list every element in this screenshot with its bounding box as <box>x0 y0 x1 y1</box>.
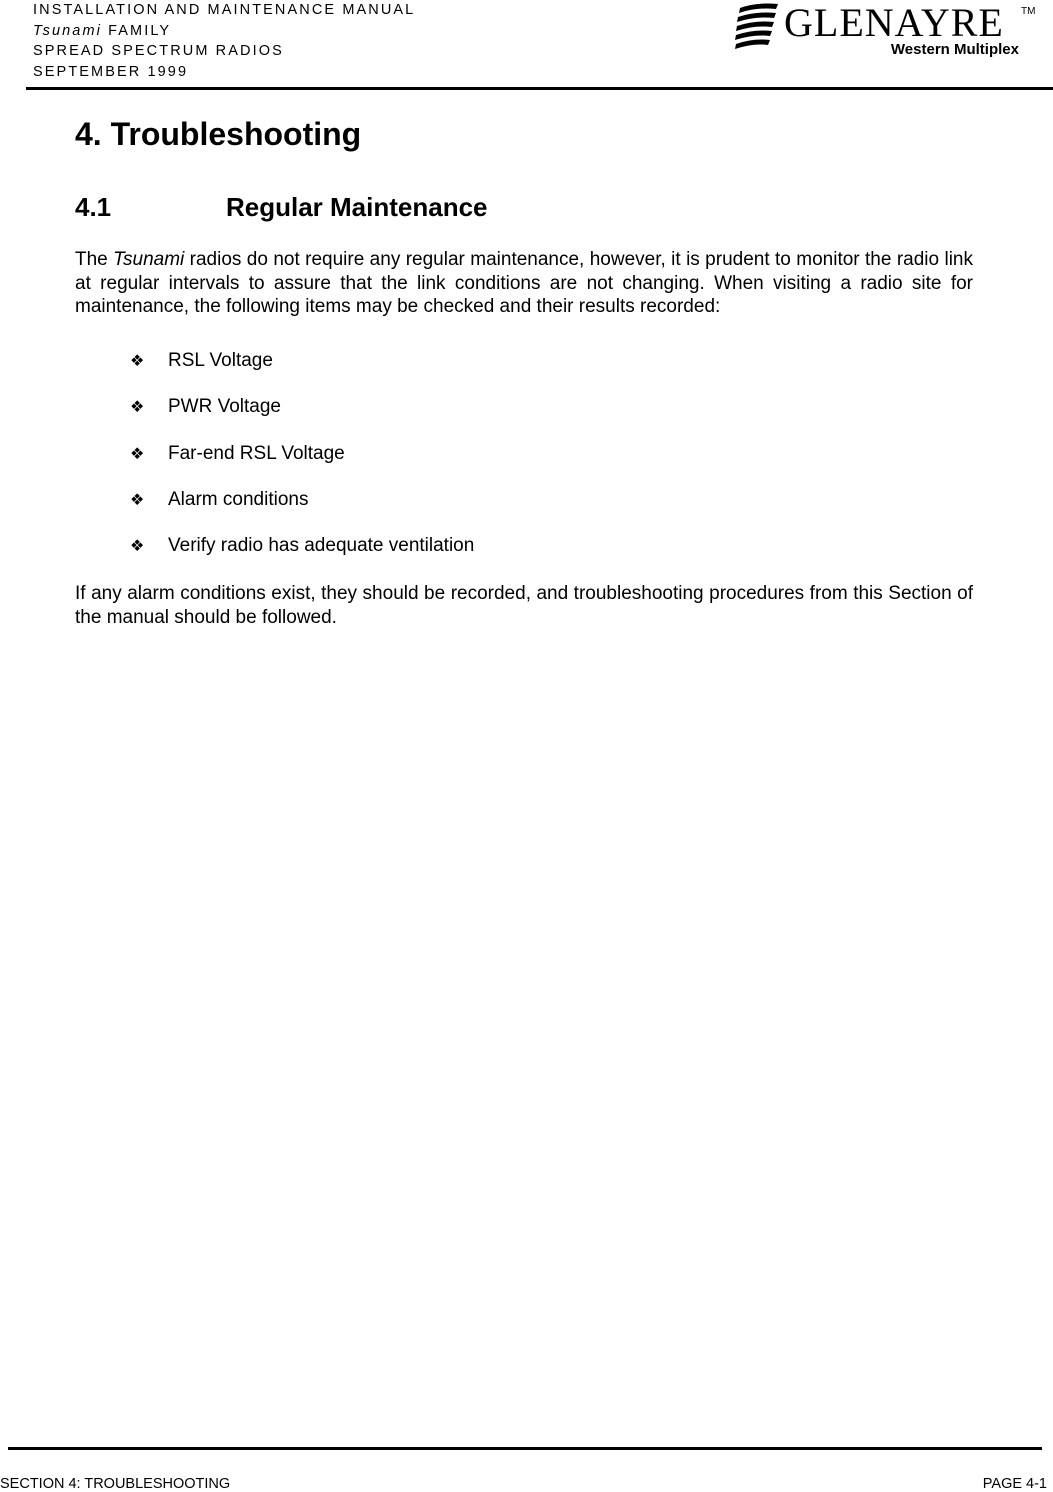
footer-rule <box>8 1447 1042 1450</box>
document-header <box>33 0 415 82</box>
header-date: SEPTEMBER 1999 <box>33 63 189 80</box>
header-product: SPREAD SPECTRUM RADIOS <box>33 43 284 59</box>
header-family <box>33 21 415 42</box>
bullet-icon: ❖ <box>130 397 145 417</box>
intro-italic: Tsunami <box>113 249 185 270</box>
footer-page-number: PAGE 4-1 <box>982 1476 1047 1492</box>
intro-post: radios do not require any regular maintenance, however, it is prudent to monitor the radio link at regular intervals to assure that the link conditions are not changing. When visiting a radio site for maintenance, the following items may be checked and their results recorded: <box>75 249 973 317</box>
closing-paragraph: If any alarm conditions exist, they should be recorded, and troubleshooting procedures from this Section of the manual should be followed. <box>75 583 973 628</box>
header-manual-title: INSTALLATION AND MAINTENANCE MANUAL <box>33 2 416 18</box>
list-item-text: Verify radio has adequate ventilation <box>168 535 475 557</box>
bullet-icon: ❖ <box>130 536 145 556</box>
list-item-text: Far-end RSL Voltage <box>168 442 345 464</box>
list-item-text: RSL Voltage <box>168 350 273 371</box>
intro-paragraph <box>75 248 973 319</box>
maintenance-checklist <box>130 348 474 579</box>
list-item <box>130 441 474 487</box>
header-family-rest: FAMILY <box>101 22 172 39</box>
glenayre-logo-mark <box>735 4 778 50</box>
list-item-text: Alarm conditions <box>168 488 309 510</box>
list-item-text: PWR Voltage <box>168 396 281 418</box>
glenayre-logo-subtitle: Western Multiplex <box>890 41 1019 58</box>
glenayre-logo-wordmark: GLENAYRE <box>784 0 1004 45</box>
subsection-title: Regular Maintenance <box>226 192 488 222</box>
section-title: 4. Troubleshooting <box>75 116 362 152</box>
bullet-icon: ❖ <box>130 443 145 463</box>
list-item <box>130 394 474 440</box>
footer-section-label: SECTION 4: TROUBLESHOOTING <box>0 1476 231 1492</box>
bullet-icon: ❖ <box>130 489 145 509</box>
header-rule <box>26 87 1053 90</box>
intro-pre: The <box>75 249 114 270</box>
list-item <box>130 348 474 394</box>
glenayre-logo-tm: TM <box>1021 6 1036 17</box>
subsection-heading <box>75 192 488 223</box>
bullet-icon: ❖ <box>130 351 145 370</box>
list-item <box>130 533 474 579</box>
header-family-italic: Tsunami <box>33 22 102 39</box>
subsection-number: 4.1 <box>75 192 112 222</box>
list-item <box>130 487 474 533</box>
glenayre-logo <box>734 0 1034 60</box>
